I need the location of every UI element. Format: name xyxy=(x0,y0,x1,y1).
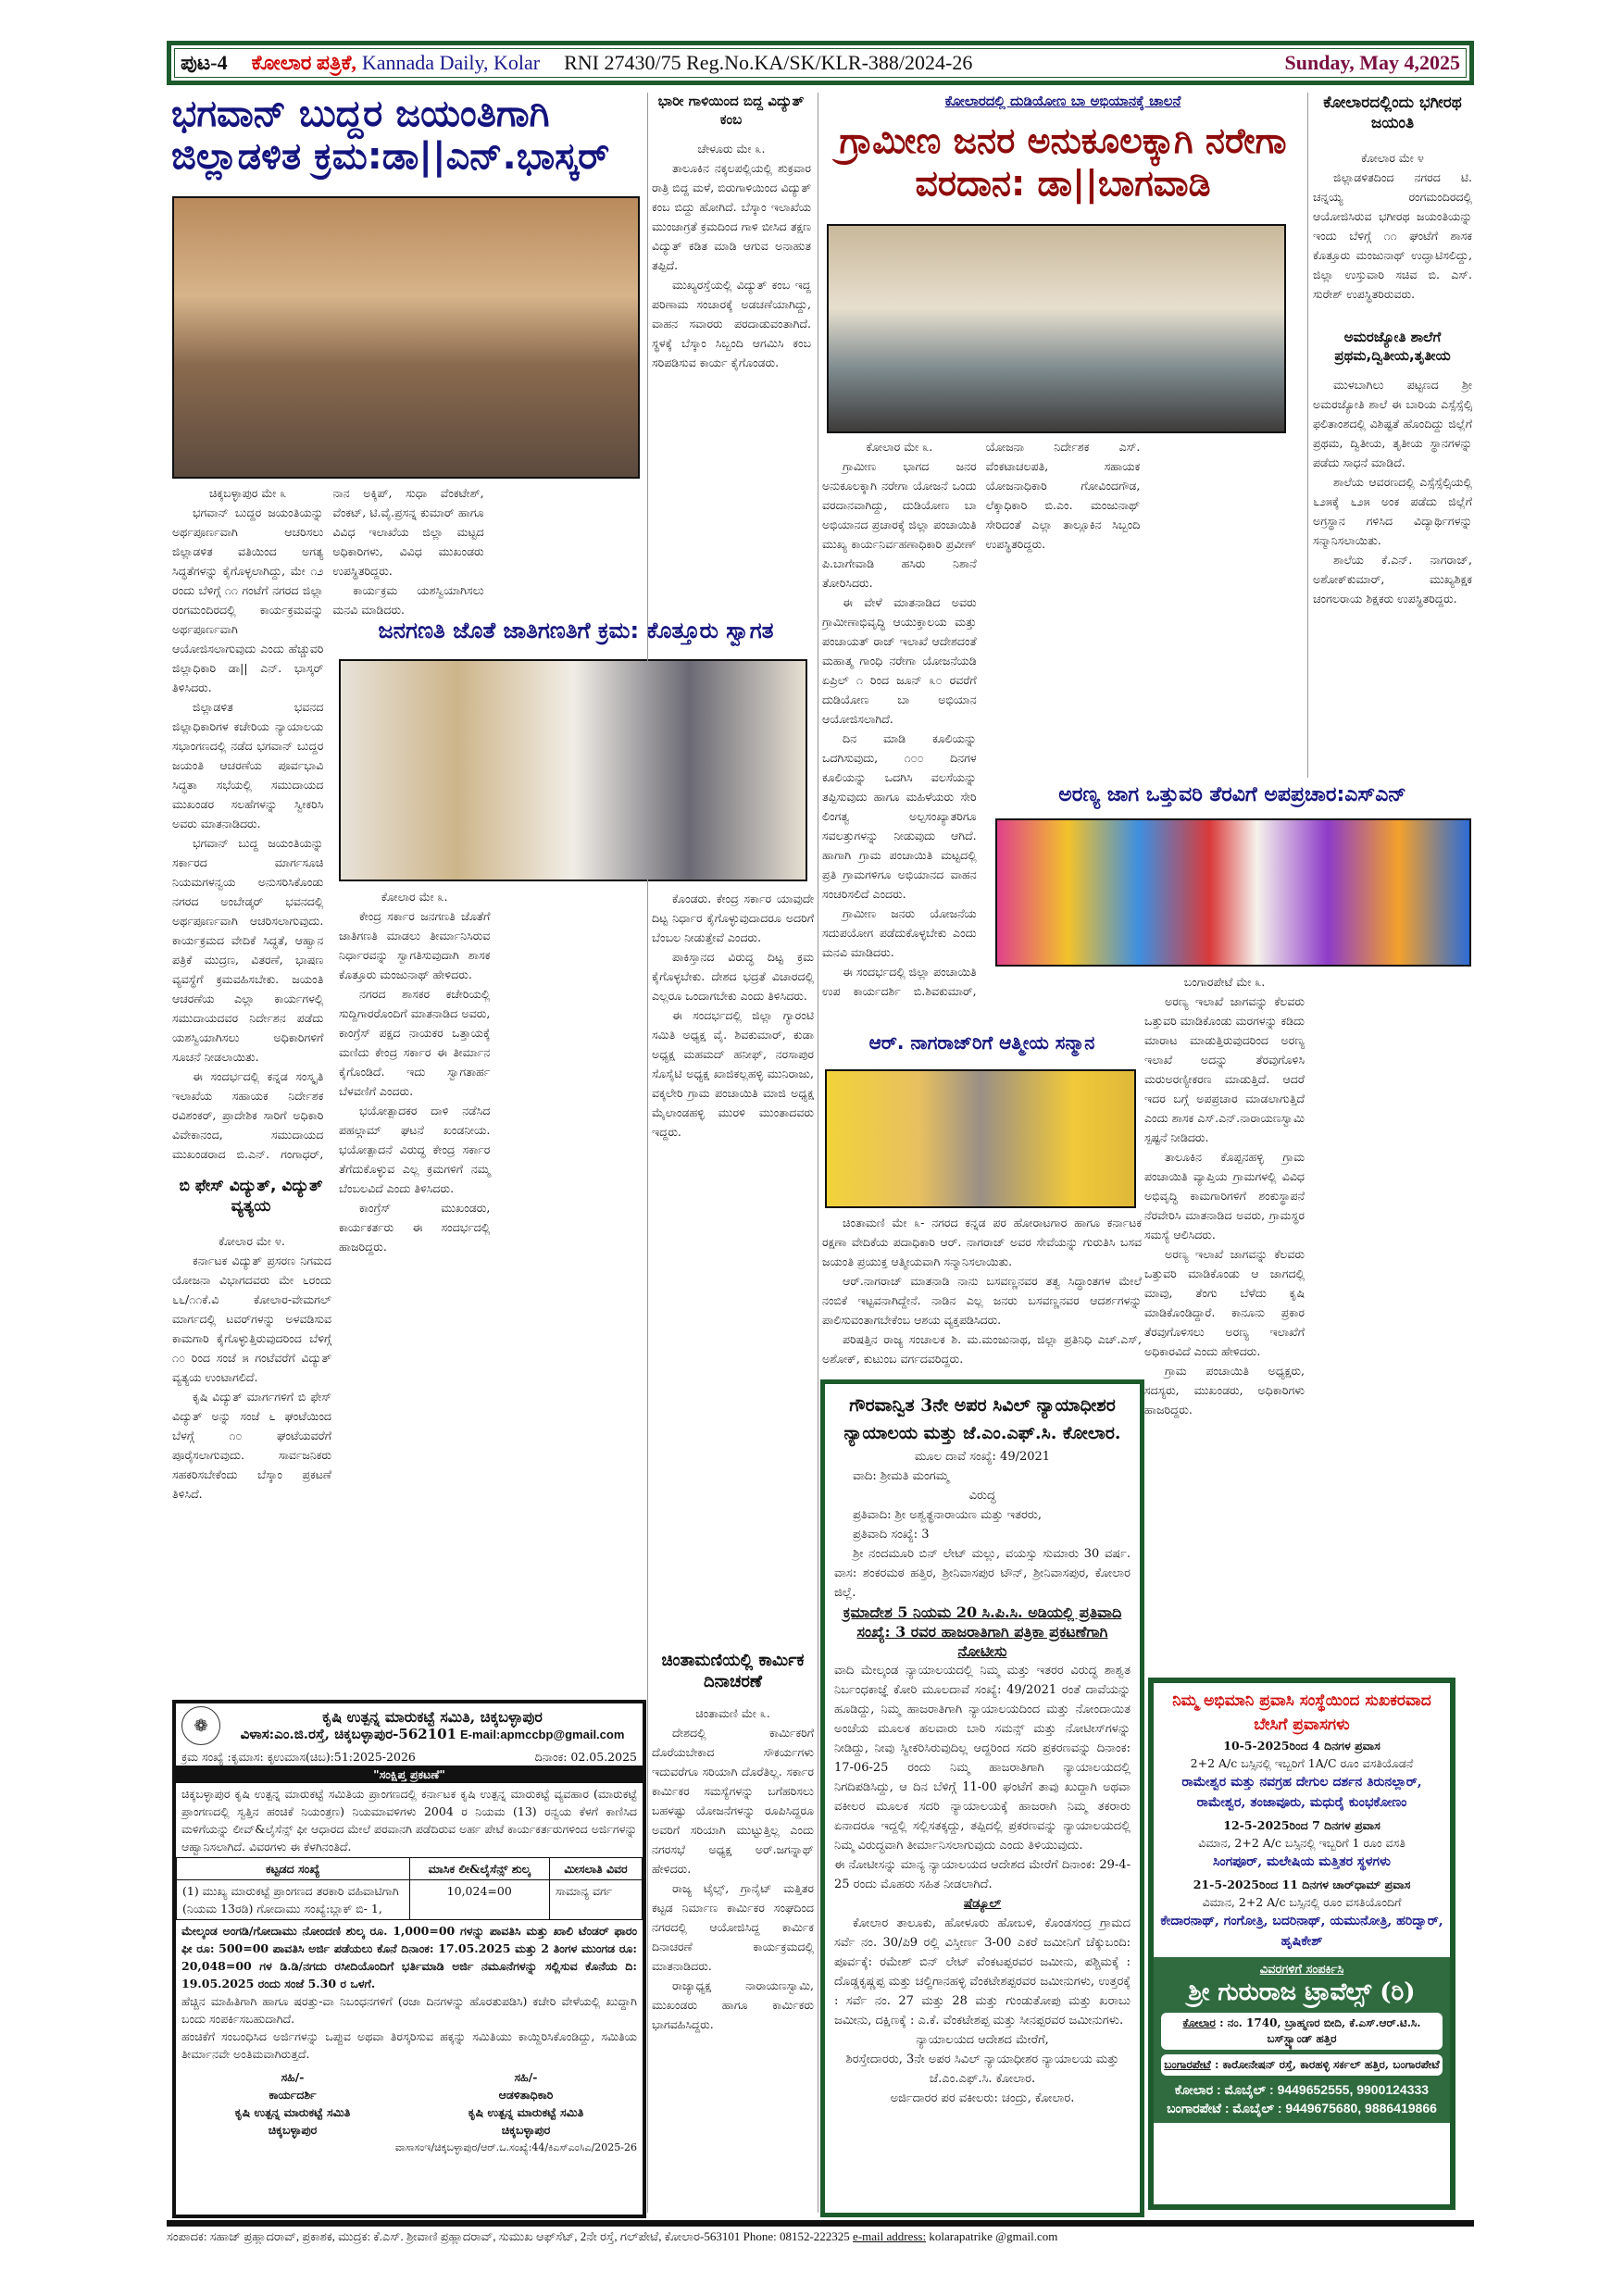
paragraph: ಈ ಸಂದರ್ಭದಲ್ಲಿ ಜಿಲ್ಲಾ ಪಂಚಾಯಿತಿ ಉಪ ಕಾರ್ಯದರ್ಶಿ ಬಿ.ಶಿವಕುಮಾರ್, ಯೋಜನಾ ನಿರ್ದೇಶಕ ಎಸ್. ವೆಂಕಟಾಚಲಪತಿ, ಸಹಾಯಕ ಯೋಜನಾಧಿಕಾರಿ ಗೋವಿಂದಗೌಡ, ಲೆಕ್ಕಾಧಿಕಾರಿ ಬಿ.ಎಂ. ಮಂಜುನಾಥ್ ಸೇರಿದಂತೆ ಎಲ್ಲಾ ತಾಲ್ಲೂಕಿನ ಸಿಬ್ಬಂದಿ ಉಪಸ್ಥಿತರಿದ್ದರು. xyxy=(822,440,1141,998)
dateline: ಕೋಲಾರ ಮೇ ೪. xyxy=(219,1234,285,1248)
paragraph: ಶಾಲೆಯ ಕೆ.ಎನ್. ನಾಗರಾಜ್, ಅಶೋಕ್‌ಕುಮಾರ್, ಮುಖ್ಯಶಿಕ್ಷಕ ಚಂಗಲರಾಯ ಶಿಕ್ಷಕರು ಉಪಸ್ಥಿತರಿದ್ದರು. xyxy=(1313,553,1472,605)
column-divider xyxy=(647,93,648,2213)
tour-detail: ವಿಮಾನ, 2+2 A/c ಬಸ್ಸಿನಲ್ಲಿ ರೂಂ ವಸತಿಯೊಂದಿಗೆ xyxy=(1202,1895,1402,1909)
sig-title: ಆಡಳಿತಾಧಿಕಾರಿ xyxy=(498,2088,554,2102)
address-bangarpet xyxy=(1161,2054,1443,2076)
paragraph: ಈ ಸಂದರ್ಭದಲ್ಲಿ ಕನ್ನಡ ಸಂಸ್ಕೃತಿ ಇಲಾಖೆಯ ಸಹಾಯಕ ನಿರ್ದೇಶಕ ರವಿಶಂಕರ್, ಪ್ರಾದೇಶಿಕ ಸಾರಿಗೆ ಅಧಿಕಾರಿ ವಿವೇಕಾನಂದ, ಸಮುದಾಯದ ಮುಖಂಡರಾದ ಬಿ.ಎನ್. ಗಂಗಾಧರ್, ನಾನ ಅಕ್ಕಿಪ್, ಸುಧಾ ವೆಂಕಟೇಶ್, ವೆಂಕಟ್, ಟಿ.ವೈ.ಪ್ರಸನ್ನ ಕುಮಾರ್ ಹಾಗೂ ವಿವಿಧ ಇಲಾಖೆಯ ಜಿಲ್ಲಾ ಮಟ್ಟದ ಅಧಿಕಾರಿಗಳು, ವಿವಿಧ ಮುಖಂಡರು ಉಪಸ್ಥಿತರಿದ್ದರು. xyxy=(172,486,484,1161)
paragraph: ದೇಶದಲ್ಲಿ ಕಾರ್ಮಿಕರಿಗೆ ದೊರೆಯಬೇಕಾದ ಸೌಕರ್ಯಗಳು ಇದುವರೆಗೂ ಸರಿಯಾಗಿ ದೊರೆತಿಲ್ಲ. ಸರ್ಕಾರ ಕಾರ್ಮಿಕರ ಸಮಸ್ಯೆಗಳನ್ನು ಬಗೆಹರಿಸಲು ಬಹಳಷ್ಟು ಯೋಜನೆಗಳನ್ನು ರೂಪಿಸಿದ್ದರೂ ಅವರಿಗೆ ಸರಿಯಾಗಿ ಮುಟ್ಟುತ್ತಿಲ್ಲ ಎಂದು ನಗರಸಭೆ ಅಧ್ಯಕ್ಷ ಅರ್.ಜಗನ್ನಾಥ್ ಹೇಳಿದರು. xyxy=(652,1726,814,1876)
forest-event-photo xyxy=(995,818,1471,967)
monthly-fee: 10,024=00 xyxy=(409,1880,549,1920)
apmc-terms xyxy=(176,1920,643,2065)
defendant-number: ಪ್ರತಿವಾದಿ ಸಂಖ್ಯೆ: 3 xyxy=(853,1528,930,1541)
paragraph: ಪರಿಷತ್ತಿನ ರಾಜ್ಯ ಸಂಚಾಲಕ ಶಿ. ಮ.ಮಂಜುನಾಥ, ಜಿಲ್ಲಾ ಪ್ರತಿನಿಧಿ ಎಚ್.ಎಸ್, ಅಶೋಕ್, ಕುಟುಂಬ ವರ್ಗದವರಿದ್ದರು. xyxy=(822,1332,1142,1366)
signature-secretary xyxy=(235,2068,351,2139)
by-order: ನ್ಯಾಯಾಲಯದ ಆದೇಶದ ಮೇರೆಗೆ, xyxy=(916,2033,1049,2047)
apmc-email: E-mail:apmccbp@gmail.com xyxy=(460,1728,625,1741)
nrega-campaign-photo xyxy=(827,224,1286,433)
paragraph: ಭಗವಾನ್ ಬುದ್ದ ಜಯಂತಿಯನ್ನು ಸರ್ಕಾರದ ಮಾರ್ಗಸೂಚಿ ನಿಯಮಗಳನ್ವಯ ಅನುಸರಿಸಿಕೊಂಡು ನಗರದ ಅಂಬೇಡ್ಕರ್ ಭವನದಲ್ಲಿ ಅರ್ಥಪೂರ್ಣವಾಗಿ ಆಚರಿಸಲಾಗುವುದು. ಕಾರ್ಯಕ್ರಮದ ವೇದಿಕೆ ಸಿದ್ಧತೆ, ಆಹ್ವಾನ ಪತ್ರಿಕೆ ಮುದ್ರಣ, ವಿತರಣೆ, ಭಾಷಣ ವ್ಯವಸ್ಥೆಗೆ ಕ್ರಮವಹಿಸಬೇಕು. ಜಯಂತಿ ಆಚರಣೆಯ ಎಲ್ಲಾ ಕಾರ್ಯಗಳಲ್ಲಿ ಸಮುದಾಯದವರ ನಿರ್ದೇಶನ ಪಡೆದು ಯಶಸ್ವಿಯಾಗಿಸಲು ಅಧಿಕಾರಿಗಳಿಗೆ ಸೂಚನೆ ನೀಡಲಾಯಿತು. xyxy=(172,836,324,1064)
travel-heading: ನಿಮ್ಮ ಅಭಿಮಾನಿ ಪ್ರವಾಸಿ ಸಂಸ್ಥೆಯಿಂದ ಸುಖಕರವಾದ ಬೇಸಿಗೆ ಪ್ರವಾಸಗಳು xyxy=(1172,1691,1431,1734)
addr-text: : ಕಾರೋನೇಷನ್ ರಸ್ತೆ, ಕಾರಹಳ್ಳಿ ಸರ್ಕಲ್ ಹತ್ತಿರ, ಬಂಗಾರಪೇಟೆ xyxy=(1214,2058,1440,2071)
paragraph: ರಾಜ್ಯಾಧ್ಯಕ್ಷ ನಾರಾಯಣಸ್ವಾಮಿ, ಮುಖಂಡರು ಹಾಗೂ ಕಾರ್ಮಿಕರು ಭಾಗವಹಿಸಿದ್ದರು. xyxy=(652,1978,814,2031)
apmc-term: ಹೆಚ್ಚಿನ ಮಾಹಿತಿಗಾಗಿ ಹಾಗೂ ಷರತ್ತು-ವಾ ನಿಬಂಧನಗಳಿಗೆ (ರಜಾ ದಿನಗಳನ್ನು ಹೊರತುಪಡಿಸಿ) ಕಚೇರಿ ವೇಳೆಯಲ್ಲಿ ಖುದ್ದಾಗಿ ಬಂದು ಸಂಪರ್ಕಿಸಬಹುದಾಗಿದೆ. xyxy=(181,1994,637,2026)
apmc-date: ದಿನಾಂಕ: 02.05.2025 xyxy=(534,1750,637,1764)
paragraph: ಭಗವಾನ್ ಬುದ್ದರ ಜಯಂತಿಯನ್ನು ಅರ್ಥಪೂರ್ಣವಾಗಿ ಆಚರಿಸಲು ಜಿಲ್ಲಾಡಳಿತ ವತಿಯಿಂದ ಅಗತ್ಯ ಸಿದ್ಧತೆಗಳನ್ನು ಕೈಗೊಳ್ಳಲಾಗಿದ್ದು, ಮೇ ೧೨ ರಂದು ಬೆಳಿಗ್ಗೆ ೧೧ ಗಂಟೆಗೆ ನಗರದ ಜಿಲ್ಲಾ ರಂಗಮಂದಿರದಲ್ಲಿ ಕಾರ್ಯಕ್ರಮವನ್ನು ಅರ್ಥಪೂರ್ಣವಾಗಿ ಆಯೋಜಿಸಲಾಗುವುದು ಎಂದು ಹೆಚ್ಚುವರಿ ಜಿಲ್ಲಾಧಿಕಾರಿ ಡಾ|| ಎನ್. ಭಾಸ್ಕರ್ ತಿಳಿಸಿದರು. xyxy=(172,505,324,694)
tour-date: 21-5-2025ರಿಂದ 11 ದಿನಗಳ ಚಾರ್‌ಧಾಮ್ ಪ್ರವಾಸ xyxy=(1193,1878,1411,1891)
column-divider xyxy=(1307,93,1308,778)
nagaraj-felicitation-photo xyxy=(825,1069,1136,1208)
sig-org: ಕೃಷಿ ಉತ್ಪನ್ನ ಮಾರುಕಟ್ಟೆ ಸಮಿತಿ xyxy=(468,2105,584,2119)
building-number: (1) ಮುಖ್ಯ ಮಾರುಕಟ್ಟೆ ಪ್ರಾಂಗಣದ ತರಕಾರಿ ವಹಿವಾಟಿಗಾಗಿ (ನಿಯಮ 13ರಡಿ) ಗೋದಾಮು ಸಂಖ್ಯೆ:ಬ್ಲಾಕ್ ಬಿ- 1, xyxy=(177,1880,410,1920)
tour-date: 12-5-2025ರಿಂದ 7 ದಿನಗಳ ಪ್ರವಾಸ xyxy=(1223,1818,1380,1832)
dateline: ಚೇಳೂರು ಮೇ ೩. xyxy=(697,142,766,156)
apmc-org-name: ಕೃಷಿ ಉತ್ಪನ್ನ ಮಾರುಕಟ್ಟೆ ಸಮಿತಿ, ಚಿಕ್ಕಬಳ್ಳಾಪುರ xyxy=(322,1708,543,1726)
paragraph: ಜಿಲ್ಲಾಡಳಿತ ಭವನದ ಜಿಲ್ಲಾಧಿಕಾರಿಗಳ ಕಚೇರಿಯ ನ್ಯಾಯಾಲಯ ಸಭಾಂಗಣದಲ್ಲಿ ನಡೆದ ಭಗವಾನ್ ಬುದ್ದರ ಜಯಂತಿ ಆಚರಣೆಯ ಪೂರ್ವಭಾವಿ ಸಿದ್ಧತಾ ಸಭೆಯಲ್ಲಿ ಸಮುದಾಯದ ಮುಖಂಡರ ಸಲಹೆಗಳನ್ನು ಸ್ವೀಕರಿಸಿ ಅವರು ಮಾತನಾಡಿದರು. xyxy=(172,700,324,830)
dateline: ಚಿಂತಾಮಣಿ ಮೇ ೩. xyxy=(695,1706,770,1720)
buddha-meeting-photo xyxy=(172,196,640,479)
col-header: ಮಾಸಿಕ ಲೀ&ಲೈಸೆನ್ಸ್ ಶುಲ್ಕ xyxy=(409,1858,549,1880)
apmc-table-header xyxy=(177,1858,643,1880)
table-row xyxy=(177,1880,643,1920)
paragraph: ಚಿಂತಾಮಣಿ ಮೇ ೩- ನಗರದ ಕನ್ನಡ ಪರ ಹೋರಾಟಗಾರ ಹಾಗೂ ಕರ್ನಾಟಕ ರಕ್ಷಣಾ ವೇದಿಕೆಯ ಪದಾಧಿಕಾರಿ ಆರ್. ನಾಗರಾಜ್ ಅವರ ಸೇವೆಯನ್ನು ಗುರುತಿಸಿ ಬಸವ ಜಯಂತಿ ಪ್ರಯುಕ್ತ ಆತ್ಮೀಯವಾಗಿ ಸನ್ಮಾನಿಸಲಾಯಿತು. xyxy=(822,1216,1142,1268)
wind-body xyxy=(652,139,811,611)
census-continued-body xyxy=(652,889,814,1629)
sig-org: ಕೃಷಿ ಉತ್ಪನ್ನ ಮಾರುಕಟ್ಟೆ ಸಮಿತಿ xyxy=(234,2105,351,2119)
paragraph: ಶಾಲೆಯ ಆವರಣದಲ್ಲಿ ಎಸ್ಸೆಸ್ಸೆಲ್ಸಿಯಲ್ಲಿ ೬೨೫ಕ್ಕೆ ೬೨೫ ಅಂಕ ಪಡೆದು ಜಿಲ್ಲೆಗೆ ಅಗ್ರಸ್ಥಾನ ಗಳಿಸಿದ ವಿದ್ಯಾರ್ಥಿಗಳನ್ನು ಸನ್ಮಾನಿಸಲಾಯಿತು. xyxy=(1313,475,1472,547)
tour-date: 10-5-2025ರಿಂದ 4 ದಿನಗಳ ಪ್ರವಾಸ xyxy=(1223,1739,1380,1753)
tour-places: ಕೇದಾರನಾಥ್, ಗಂಗೋತ್ರಿ, ಬದರಿನಾಥ್, ಯಮುನೋತ್ರಿ, ಹರಿದ್ವಾರ್, ಹೃಷಿಕೇಶ್ xyxy=(1160,1914,1443,1949)
wind-headline: ಭಾರೀ ಗಾಳಿಯಿಂದ ಬಿದ್ದ ವಿದ್ಯುತ್ ಕಂಬ xyxy=(657,93,805,128)
address-kolar xyxy=(1161,2013,1443,2050)
paragraph: ದಿನ ಮಾಡಿ ಕೂಲಿಯನ್ನು ಒದಗಿಸುವುದು, ೧೦೦ ದಿನಗಳ ಕೂಲಿಯನ್ನು ಒದಗಿಸಿ ವಲಸೆಯನ್ನು ತಪ್ಪಿಸುವುದು ಹಾಗೂ ಮಹಿಳೆಯರು ಸೇರಿ ಲಿಂಗತ್ವ ಅಲ್ಪಸಂಖ್ಯಾತರಿಗೂ ಸವಲತ್ತುಗಳನ್ನು ನೀಡುವುದು ಆಗಿದೆ. ಹಾಗಾಗಿ ಗ್ರಾಮ ಪಂಚಾಯಿತಿ ಮಟ್ಟದಲ್ಲಿ ಪ್ರತಿ ಗ್ರಾಮಗಳಿಗೂ ಅಭಿಯಾನದ ವಾಹನ ಸಂಚರಿಸಲಿದೆ ಎಂದರು. xyxy=(822,731,977,901)
issue-date: Sunday, May 4,2025 xyxy=(1284,51,1460,74)
order-heading: ಕ್ರಮಾದೇಶ 5 ನಿಯಮ 20 ಸಿ.ಪಿ.ಸಿ. ಅಡಿಯಲ್ಲಿ ಪ್ರತಿವಾದಿ ಸಂಖ್ಯೆ: 3 ರವರ ಹಾಜರಾತಿಗಾಗಿ ಪತ್ರಿಕಾ ಪ್ರಕಟಣೆಗಾಗಿ ನೋಟೀಸು xyxy=(843,1603,1122,1660)
court-notice-body xyxy=(834,1661,1131,1894)
schedule-heading: ಷೆಡ್ಯೂಲ್ xyxy=(963,1897,1002,1911)
paragraph: ವಾದಿ ಮೇಲ್ಕಂಡ ನ್ಯಾಯಾಲಯದಲ್ಲಿ ನಿಮ್ಮ ಮತ್ತು ಇತರರ ವಿರುದ್ಧ ಶಾಶ್ವತ ನಿರ್ಬಂಧಕಾಜ್ಞೆ ಕೋರಿ ಮೂಲದಾವೆ ಸಂಖ್ಯೆ: 49/2021 ರಂತೆ ದಾವೆಯನ್ನು ಹೂಡಿದ್ದು, ನಿಮ್ಮ ಹಾಜರಾತಿಗಾಗಿ ನ್ಯಾಯಾಲಯದಿಂದ ಮತ್ತು ನೋಂದಾಯಿತ ಅಂಚೆಯ ಮೂಲಕ ಹಲವಾರು ಬಾರಿ ಸಮನ್ಸ್ ಮತ್ತು ನೋಟೀಸ್‌ಗಳನ್ನು ನೀಡಿದ್ದು, ನೀವು ಸ್ವೀಕರಿಸಿರುವುದಿಲ್ಲ ಆದ್ದರಿಂದ ಸದರಿ ಪ್ರಕರಣವನ್ನು ದಿನಾಂಕ: 17-06-25 ರಂದು ನಿಮ್ಮ ಹಾಜರಾತಿಗಾಗಿ ನ್ಯಾಯಾಲಯದಲ್ಲಿ ನಿಗದಿಪಡಿಸಿದ್ದು, ಆ ದಿನ ಬೆಳಿಗ್ಗೆ 11-00 ಘಂಟೆಗೆ ತಾವು ಖುದ್ದಾಗಿ ಅಥವಾ ವಕೀಲರ ಮೂಲಕ ಸದರಿ ನ್ಯಾಯಾಲಯಕ್ಕೆ ಹಾಜರಾಗಿ ನಿಮ್ಮ ತಕರಾರು ಏನಾದರೂ ಇದ್ದಲ್ಲಿ ಸಲ್ಲಿಸತಕ್ಕದ್ದು, ತಪ್ಪಿದಲ್ಲಿ ಪ್ರಕರಣವನ್ನು ನ್ಯಾಯಾಲಯದಲ್ಲಿ ನಿಮ್ಮ ವಿರುದ್ಧವಾಗಿ ತೀರ್ಮಾನಿಸಲಾಗುವುದು ಎಂದು ತಿಳಿಯುವುದು. xyxy=(834,1664,1131,1853)
paragraph: ಗ್ರಾಮ ಪಂಚಾಯಿತಿ ಅಧ್ಯಕ್ಷರು, ಸದಸ್ಯರು, ಮುಖಂಡರು, ಅಧಿಕಾರಿಗಳು ಹಾಜರಿದ್ದರು. xyxy=(1144,1364,1305,1416)
buddha-headline: ಭಗವಾನ್ ಬುದ್ದರ ಜಯಂತಿಗಾಗಿ ಜಿಲ್ಲಾಡಳಿತ ಕ್ರಮ:ಡಾ||ಎನ್.ಭಾಸ್ಕರ್ xyxy=(171,93,610,178)
court-notice xyxy=(820,1379,1144,2217)
schedule-text: ಕೋಲಾರ ತಾಲೂಕು, ಹೋಳೂರು ಹೋಬಳಿ, ಕೊಂಡಸಂದ್ರ ಗ್ರಾಮದ ಸರ್ವೆ ನಂ. 30/ಪಿ9 ರಲ್ಲಿ ವಿಸ್ತೀರ್ಣ 3-00 ಎಕರೆ ಜಮೀನಿಗೆ ಚೆಕ್ಕುಬಂದಿ: ಪೂರ್ವಕ್ಕೆ: ರಮೇಶ್ ಬಿನ್ ಲೇಟ್ ವೆಂಕಟಪ್ಪರವರ ಜಮೀನು, ಪಶ್ಚಿಮಕ್ಕೆ : ದೊಡ್ಡಕೃಷ್ಣಪ್ಪ ಮತ್ತು ಚಲ್ದಿಗಾನಹಳ್ಳಿ ವೆಂಕಟೇಶಪ್ಪರವರ ಜಮೀನುಗಳು, ಉತ್ತರಕ್ಕೆ : ಸರ್ವೆ ನಂ. 27 ಮತ್ತು 28 ಮತ್ತು ಗುಂಡುತೋಪು ಮತ್ತು ಖರಾಬು ಜಮೀನು, ದಕ್ಷಿಣಕ್ಕೆ : ಎ.ಕೆ. ವೆಂಕಟೇಶಪ್ಪ ಮತ್ತು ಸೀನಪ್ಪರವರ ಜಮೀನುಗಳು. xyxy=(834,1916,1131,2028)
tour-places: ರಾಮೇಶ್ವರ ಮತ್ತು ನವಗ್ರಹ ದೇಗುಲ ದರ್ಶನ ತಿರುನಲ್ಲಾರ್, ರಾಮೇಶ್ವರ, ತಂಜಾವೂರು, ಮಧುರೈ ಕುಂಭಕೋಣಂ xyxy=(1181,1775,1422,1810)
paragraph: ಕೊಂಡರು. ಕೇಂದ್ರ ಸರ್ಕಾರ ಯಾವುದೇ ದಿಟ್ಟ ನಿರ್ಧಾರ ಕೈಗೊಳ್ಳುವುದಾದರೂ ಅದರಿಗೆ ಬೆಂಬಲ ನೀಡುತ್ತೇವೆ ಎಂದರು. xyxy=(652,892,814,944)
paragraph: ಕಾಂಗ್ರೆಸ್ ಮುಖಂಡರು, ಕಾರ್ಯಕರ್ತರು ಈ ಸಂದರ್ಭದಲ್ಲಿ ಹಾಜರಿದ್ದರು. xyxy=(339,1201,491,1254)
apmc-term: ಹಂಚಿಕೆಗೆ ಸಂಬಂಧಿಸಿದ ಅರ್ಜಿಗಳನ್ನು ಒಪ್ಪುವ ಅಥವಾ ತಿರಸ್ಕರಿಸುವ ಹಕ್ಕನ್ನು ಸಮಿತಿಯು ಕಾಯ್ದಿರಿಸಿಕೊಂಡಿದ್ದು, ಸಮಿತಿಯ ತೀರ್ಮಾನವೇ ಅಂತಿಮವಾಗಿರುತ್ತದೆ. xyxy=(181,2029,637,2061)
page-number: ಪುಟ-4 xyxy=(181,51,228,74)
registration-number: RNI 27430/75 Reg.No.KA/SK/KLR-388/2024-26 xyxy=(564,51,973,74)
dateline: ಕೋಲಾರ ಮೇ ೩. xyxy=(866,440,933,454)
apmc-notice-title: "ಸಂಕ್ಷಿಪ್ತ ಪ್ರಕಟಣೆ" xyxy=(176,1766,643,1783)
bhagiratha-headline: ಕೋಲಾರದಲ್ಲಿಂದು ಭಗೀರಥ ಜಯಂತಿ xyxy=(1323,94,1462,133)
phone-kolar: ಕೋಲಾರ : ಮೊಬೈಲ್ : 9449652555, 9900124333 xyxy=(1174,2082,1430,2097)
paragraph: ನಗರದ ಶಾಸಕರ ಕಚೇರಿಯಲ್ಲಿ ಸುದ್ದಿಗಾರರೊಂದಿಗೆ ಮಾತನಾಡಿದ ಅವರು, ಕಾಂಗ್ರೆಸ್ ಪಕ್ಷದ ನಾಯಕರ ಒತ್ತಾಯಕ್ಕೆ ಮಣಿದು ಕೇಂದ್ರ ಸರ್ಕಾರ ಈ ತೀರ್ಮಾನ ಕೈಗೊಂಡಿದೆ. ಇದು ಸ್ವಾಗತಾರ್ಹ ಬೆಳವಣಿಗೆ ಎಂದರು. xyxy=(339,987,491,1098)
paragraph: ರಾಜ್ಯ ಟೈಲ್ಸ್, ಗ್ರಾನೈಟ್ ಮತ್ತಿತರ ಕಟ್ಟಡ ನಿರ್ಮಾಣ ಕಾರ್ಮಿಕರ ಸಂಘದಿಂದ ನಗರದಲ್ಲಿ ಆಯೋಜಿಸಿದ್ದ ಕಾರ್ಮಿಕ ದಿನಾಚರಣೆ ಕಾರ್ಯಕ್ರಮದಲ್ಲಿ ಮಾತನಾಡಿದರು. xyxy=(652,1881,814,1973)
paragraph: ಗ್ರಾಮೀಣ ಜನರು ಯೋಜನೆಯ ಸದುಪಯೋಗ ಪಡೆದುಕೊಳ್ಳಬೇಕು ಎಂದು ಮನವಿ ಮಾಡಿದರು. xyxy=(822,906,977,959)
travel-contact xyxy=(1154,1957,1450,2123)
school-subheadline: ಅಮರಜ್ಯೋತಿ ಶಾಲೆಗೆ ಪ್ರಥಮ,ದ್ವಿತೀಯ,ತೃತೀಯ xyxy=(1334,329,1451,364)
paragraph: ತಾಲೂಕಿನ ಕೊಪ್ಪನಹಳ್ಳಿ ಗ್ರಾಮ ಪಂಚಾಯಿತಿ ವ್ಯಾಪ್ತಿಯ ಗ್ರಾಮಗಳಲ್ಲಿ ವಿವಿಧ ಅಭಿವೃದ್ಧಿ ಕಾಮಗಾರಿಗಳಿಗೆ ಶಂಕುಸ್ಥಾಪನೆ ನೆರವೇರಿಸಿ ಮಾತನಾಡಿದ ಅವರು, ಗ್ರಾಮಸ್ಥರ ಸಮಸ್ಯೆ ಆಲಿಸಿದರು. xyxy=(1144,1150,1305,1242)
court-notice-title: ಗೌರವಾನ್ವಿತ 3ನೇ ಅಪರ ಸಿವಿಲ್ ನ್ಯಾಯಾಧೀಶರ ನ್ಯಾಯಾಲಯ ಮತ್ತು ಜೆ.ಎಂ.ಎಫ್.ಸಿ. ಕೋಲಾರ. xyxy=(843,1395,1121,1443)
newspaper-tagline: Kannada Daily, Kolar xyxy=(361,51,541,74)
paragraph: ಮುಳಬಾಗಿಲು ಪಟ್ಟಣದ ಶ್ರೀ ಅಮರಜ್ಯೋತಿ ಶಾಲೆ ಈ ಬಾರಿಯ ಎಸ್ಸೆಸ್ಸೆಲ್ಸಿ ಫಲಿತಾಂಶದಲ್ಲಿ ವಿಶಿಷ್ಟತೆ ಹೊಂದಿದ್ದು ಜಿಲ್ಲೆಗೆ ಪ್ರಥಮ, ದ್ವಿತೀಯ, ತೃತೀಯ ಸ್ಥಾನಗಳನ್ನು ಪಡೆದು ಸಾಧನೆ ಮಾಡಿದೆ. xyxy=(1313,378,1472,469)
imprint-text: ಸಂಪಾದಕ: ಸಹಾಜ್ ಪ್ರಹ್ಲಾದರಾವ್, ಪ್ರಕಾಶಕ, ಮುದ್ರಕ: ಕೆ.ಎಸ್. ಶ್ರೀವಾಣಿ ಪ್ರಹ್ಲಾದರಾವ್, ಸುಮುಖ ಆಫ್‌ಸೆಟ್, 2ನೇ ರಸ್ತೆ, ಗಲ್‌ಪೇಟೆ, ಕೋಲಾರ-563101 xyxy=(167,2229,741,2243)
addr-label: ಬಂಗಾರಪೇಟೆ xyxy=(1164,2058,1211,2071)
paragraph: ಈ ವೇಳೆ ಮಾತನಾಡಿದ ಅವರು ಗ್ರಾಮೀಣಾಭಿವೃದ್ಧಿ ಆಯುಕ್ತಾಲಯ ಮತ್ತು ಪಂಚಾಯತ್ ರಾಜ್ ಇಲಾಖೆ ಆದೇಶದಂತೆ ಮಹಾತ್ಮ ಗಾಂಧಿ ನರೇಗಾ ಯೋಜನೆಯಡಿ ಏಪ್ರಿಲ್ ೧ ರಿಂದ ಜೂನ್ ೩೦ ರವರೆಗೆ ದುಡಿಯೋಣ ಬಾ ಅಭಿಯಾನ ಆಯೋಜಿಸಲಾಗಿದೆ. xyxy=(822,595,977,726)
nagaraj-body xyxy=(822,1213,1142,1375)
paragraph: ಮುಖ್ಯರಸ್ತೆಯಲ್ಲಿ ವಿದ್ಯುತ್ ಕಂಬ ಇದ್ದ ಪರಿಣಾಮ ಸಂಚಾರಕ್ಕೆ ಅಡಚಣೆಯಾಗಿದ್ದು, ವಾಹನ ಸವಾರರು ಪರದಾಡುವಂತಾಗಿದೆ. ಸ್ಥಳಕ್ಕೆ ಬೆಸ್ಕಾಂ ಸಿಬ್ಬಂದಿ ಆಗಮಿಸಿ ಕಂಬ ಸರಿಪಡಿಸುವ ಕಾರ್ಯ ಕೈಗೊಂಡರು. xyxy=(652,278,811,369)
paragraph: ಭಯೋತ್ಪಾದಕರ ದಾಳಿ ನಡೆಸಿದ ಪಹಲ್ಗಾಮ್ ಘಟನೆ ಖಂಡನೀಯ. ಭಯೋತ್ಪಾದನೆ ವಿರುದ್ಧ ಕೇಂದ್ರ ಸರ್ಕಾರ ತೆಗೆದುಕೊಳ್ಳುವ ಎಲ್ಲ ಕ್ರಮಗಳಿಗೆ ನಮ್ಮ ಬೆಂಬಲವಿದೆ ಎಂದು ತಿಳಿಸಿದರು. xyxy=(339,1104,491,1195)
contact-label: ವಿವರಗಳಿಗೆ ಸಂಪರ್ಕಿಸಿ xyxy=(1259,1963,1344,1977)
masthead xyxy=(167,41,1474,85)
tour-1 xyxy=(1159,1737,1444,1813)
school-body xyxy=(1313,375,1472,778)
dateline: ಚಿಕ್ಕಬಳ್ಳಾಪುರ ಮೇ ೩ xyxy=(208,486,287,500)
tour-detail: ವಿಮಾನ, 2+2 A/c ಬಸ್ಸಿನಲ್ಲಿ ಇಬ್ಬರಿಗೆ 1 ರೂಂ ವಸತಿ xyxy=(1198,1836,1405,1850)
census-headline: ಜನಗಣತಿ ಜೊತೆ ಜಾತಿಗಣತಿಗೆ ಕ್ರಮ: ಕೊತ್ತೂರು ಸ್ವಾಗತ xyxy=(378,618,774,643)
addr-label: ಕೋಲಾರ xyxy=(1182,2016,1216,2029)
defendant: ಪ್ರತಿವಾದಿ: ಶ್ರೀ ಅಶ್ವತ್ಥನಾರಾಯಣ ಮತ್ತು ಇತರರು, xyxy=(853,1508,1042,1522)
paragraph: ಅರಣ್ಯ ಇಲಾಖೆ ಜಾಗವನ್ನು ಕೆಲವರು ಒತ್ತುವರಿ ಮಾಡಿಕೊಂಡು ಮರಗಳನ್ನು ಕಡಿದು ಮಾರಾಟ ಮಾಡುತ್ತಿರುವುದರಿಂದ ಅರಣ್ಯ ಇಲಾಖೆ ಅದನ್ನು ತೆರವುಗೊಳಿಸಿ ಮರುಅರಣ್ಯೀಕರಣ ಮಾಡುತ್ತಿದೆ. ಆದರೆ ಇದರ ಬಗ್ಗೆ ಅಪಪ್ರಚಾರ ಮಾಡಲಾಗುತ್ತಿದೆ ಎಂದು ಶಾಸಕ ಎಸ್.ಎನ್.ನಾರಾಯಣಸ್ವಾಮಿ ಸ್ಪಷ್ಟನೆ ನೀಡಿದರು. xyxy=(1144,994,1305,1144)
dateline: ಕೋಲಾರ ಮೇ ೪ xyxy=(1361,151,1424,165)
col-header: ಕಟ್ಟಡದ ಸಂಖ್ಯೆ xyxy=(177,1858,410,1880)
tour-3 xyxy=(1159,1876,1444,1952)
advocate: ಅರ್ಜಿದಾರರ ಪರ ವಕೀಲರು: ಚಂದ್ರು, ಕೋಲಾರ. xyxy=(890,2091,1075,2105)
footer-imprint xyxy=(167,2229,1474,2244)
sig-text: ಸಹಿ/- xyxy=(281,2070,305,2084)
versus: ವಿರುದ್ಧ xyxy=(968,1489,996,1503)
paragraph: ಗ್ರಾಮೀಣ ಭಾಗದ ಜನರ ಅನುಕೂಲಕ್ಕಾಗಿ ನರೇಗಾ ಯೋಜನೆ ಒಂದು ವರದಾನವಾಗಿದ್ದು, ದುಡಿಯೋಣ ಬಾ ಅಭಿಯಾನದ ಪ್ರಚಾರಕ್ಕೆ ಜಿಲ್ಲಾ ಪಂಚಾಯಿತಿ ಮುಖ್ಯ ಕಾರ್ಯನಿರ್ವಹಣಾಧಿಕಾರಿ ಪ್ರವೀಣ್ ಪಿ.ಬಾಗೇವಾಡಿ ಹಸಿರು ನಿಶಾನೆ ತೋರಿಸಿದರು. xyxy=(822,459,977,590)
nrega-headline: ಗ್ರಾಮೀಣ ಜನರ ಅನುಕೂಲಕ್ಕಾಗಿ ನರೇಗಾ ವರದಾನ: ಡಾ||ಬಾಗವಾಡಿ xyxy=(839,120,1287,204)
paragraph: ಕೇಂದ್ರ ಸರ್ಕಾರ ಜನಗಣತಿ ಜೊತೆಗೆ ಜಾತಿಗಣತಿ ಮಾಡಲು ತೀರ್ಮಾನಿಸಿರುವ ನಿರ್ಧಾರವನ್ನು ಸ್ವಾಗತಿಸುವುದಾಗಿ ಶಾಸಕ ಕೊತ್ತೂರು ಮಂಜುನಾಥ್ ಹೇಳಿದರು. xyxy=(339,909,491,981)
signatory: ಶಿರಸ್ತೇದಾರರು, 3ನೇ ಅಪರ ಸಿವಿಲ್ ನ್ಯಾಯಾಧೀಶರ ನ್ಯಾಯಾಲಯ ಮತ್ತು ಜೆ.ಎಂ.ಎಫ್.ಸಿ. ಕೋಲಾರ. xyxy=(845,2053,1119,2086)
bphase-body xyxy=(172,1231,331,1676)
labour-body xyxy=(652,1703,814,2217)
sig-place: ಚಿಕ್ಕಬಳ್ಳಾಪುರ xyxy=(268,2123,318,2137)
sig-place: ಚಿಕ್ಕಬಳ್ಳಾಪುರ xyxy=(501,2123,551,2137)
email-label: e-mail address: xyxy=(853,2229,927,2243)
phone-bangarpet: ಬಂಗಾರಪೇಟೆ : ಮೊಬೈಲ್ : 9449675680, 9886419866 xyxy=(1167,2101,1437,2115)
col-header: ಮೀಸಲಾತಿ ವಿವರ xyxy=(549,1858,642,1880)
addr-text: : ನಂ. 1740, ಬ್ರಾಹ್ಮಣರ ಬೀದಿ, ಕೆ.ಎಸ್.ಆರ್.ಟಿ.ಸಿ. ಬಸ್‌ಸ್ಟ್ಯಾಂಡ್ ಹತ್ತಿರ xyxy=(1219,2016,1421,2045)
tour-places: ಸಿಂಗಪೂರ್, ಮಲೇಷಿಯ ಮತ್ತಿತರ ಸ್ಥಳಗಳು xyxy=(1212,1854,1392,1869)
apmc-advertisement xyxy=(172,1700,646,2218)
paragraph: ಕೃಷಿ ವಿದ್ಯುತ್ ಮಾರ್ಗಗಳಿಗೆ ಬಿ ಫೇಸ್ ವಿದ್ಯುತ್ ಅನ್ನು ಸಂಜೆ ೬ ಘಂಟೆಯಿಂದ ಬೆಳಗ್ಗೆ ೧೦ ಘಂಟೆಯವರೆಗೆ ಪೂರೈಸಲಾಗುವುದು. ಸಾರ್ವಜನಿಕರು ಸಹಕರಿಸಬೇಕೆಂದು ಬೆಸ್ಕಾಂ ಪ್ರಕಟಣೆ ತಿಳಿಸಿದೆ. xyxy=(172,1390,331,1501)
dateline: ಬಂಗಾರಪೇಟೆ ಮೇ ೩. xyxy=(1183,975,1266,989)
apmc-footer-ref: ವಾಸಾಸಂಇ/ಚಿಕ್ಕಬಳ್ಳಾಪುರ/ಆರ್.ಒ.ಸಂಖ್ಯೆ:44/ಕಿಎಸ್‌ಎಂಸಿಎ/2025-26 xyxy=(394,2141,637,2153)
apmc-table xyxy=(176,1857,643,1920)
dateline: ಕೋಲಾರ ಮೇ ೩. xyxy=(381,890,448,904)
tour-detail: 2+2 A/c ಬಸ್ಸಿನಲ್ಲಿ ಇಬ್ಬರಿಗೆ 1A/C ರೂಂ ವಸತಿಯೊಡನೆ xyxy=(1190,1756,1414,1770)
reservation: ಸಾಮಾನ್ಯ ವರ್ಗ xyxy=(549,1880,642,1920)
paragraph: ಅರಣ್ಯ ಇಲಾಖೆ ಜಾಗವನ್ನು ಕೆಲವರು ಒತ್ತುವರಿ ಮಾಡಿಕೊಂಡು ಆ ಜಾಗದಲ್ಲಿ ಮಾವು, ತೆಂಗು ಬೆಳೆದು ಕೃಷಿ ಮಾಡಿಕೊಂಡಿದ್ದಾರೆ. ಕಾನೂನು ಪ್ರಕಾರ ತೆರವುಗೊಳಿಸಲು ಅರಣ್ಯ ಇಲಾಖೆಗೆ ಅಧಿಕಾರವಿದೆ ಎಂದು ಹೇಳಿದರು. xyxy=(1144,1247,1305,1358)
sig-text: ಸಹಿ/- xyxy=(514,2070,538,2084)
plaintiff: ವಾದಿ: ಶ್ರೀಮತಿ ಮಂಗಮ್ಮ xyxy=(853,1469,949,1483)
forest-headline: ಅರಣ್ಯ ಜಾಗ ಒತ್ತುವರಿ ತೆರವಿಗೆ ಅಪಪ್ರಚಾರ:ಎಸ್ಎನ್ xyxy=(1058,783,1406,806)
apmc-ref-number: ಕ್ರಮ ಸಂಖ್ಯೆ :ಕೃಮಾಸ: ಕೃಉಮಾಸ(ಚಿಬ):51:2025-2026 xyxy=(181,1750,416,1764)
case-number: ಮೂಲ ದಾವೆ ಸಂಖ್ಯೆ: 49/2021 xyxy=(914,1450,1051,1464)
forest-body xyxy=(1144,972,1474,1657)
paragraph: ಈ ನೋಟೀಸನ್ನು ಮಾನ್ಯ ನ್ಯಾಯಾಲಯದ ಆದೇಶದ ಮೇರೆಗೆ ದಿನಾಂಕ: 29-4-25 ರಂದು ಮೊಹರು ಸಹಿತ ನೀಡಲಾಗಿದೆ. xyxy=(834,1858,1131,1891)
census-press-photo xyxy=(339,659,807,881)
paragraph: ಕರ್ನಾಟಕ ವಿದ್ಯುತ್ ಪ್ರಸರಣ ನಿಗಮದ ಯೋಜನಾ ವಿಭಾಗದವರು ಮೇ ೬ರಂದು ೬೬/೧೧ಕೆ.ವಿ ಕೋಲಾರ-ವೇಮಗಲ್ ಮಾರ್ಗದಲ್ಲಿ ಟವರ್‌ಗಳನ್ನು ಅಳವಡಿಸುವ ಕಾಮಗಾರಿ ಕೈಗೊಳ್ಳುತ್ತಿರುವುದರಿಂದ ಬೆಳಿಗ್ಗೆ ೧೦ ರಿಂದ ಸಂಜೆ ೫ ಗಂಟೆವರೆಗೆ ವಿದ್ಯುತ್ ವ್ಯತ್ಯಯ ಉಂಟಾಗಲಿದೆ. xyxy=(172,1254,331,1384)
company-name: ಶ್ರೀ ಗುರುರಾಜ ಟ್ರಾವೆಲ್ಸ್ (ರಿ) xyxy=(1188,1978,1416,2006)
nrega-kicker: ಕೋಲಾರದಲ್ಲಿ ದುಡಿಯೋಣ ಬಾ ಅಭಿಯಾನಕ್ಕೆ ಚಾಲನೆ xyxy=(944,93,1181,109)
apmc-address: ವಿಳಾಸ:ಎಂ.ಜಿ.ರಸ್ತೆ, ಚಿಕ್ಕಬಳ್ಳಾಪುರ-562101 xyxy=(240,1726,457,1742)
paragraph: ಕಾರ್ಯಕ್ರಮ ಯಶಸ್ವಿಯಾಗಿಸಲು ಮನವಿ ಮಾಡಿದರು. xyxy=(332,583,484,617)
tour-2 xyxy=(1159,1816,1444,1872)
nagaraj-headline: ಆರ್. ನಾಗರಾಜ್‌ರಿಗೆ ಆತ್ಮೀಯ ಸನ್ಮಾನ xyxy=(868,1031,1095,1054)
paragraph: ಆರ್.ನಾಗರಾಜ್ ಮಾತನಾಡಿ ನಾನು ಬಸವಣ್ಣನವರ ತತ್ವ ಸಿದ್ಧಾಂತಗಳ ಮೇಲೆ ನಂಬಿಕೆ ಇಟ್ಟವನಾಗಿದ್ದೇನೆ. ನಾಡಿನ ಎಲ್ಲ ಜನರು ಬಸವಣ್ಣನವರ ಆದರ್ಶಗಳನ್ನು ಪಾಲಿಸುವಂತಾಗಬೇಕೆಂಬ ಆಶಯ ವ್ಯಕ್ತಪಡಿಸಿದರು. xyxy=(822,1274,1142,1327)
bhagiratha-body xyxy=(1313,148,1472,324)
addressee: ಶ್ರೀ ನಂದಮೂರಿ ಬಿನ್ ಲೇಟ್ ಮಲ್ಲು, ವಯಸ್ಸು ಸುಮಾರು 30 ವರ್ಷ. ವಾಸ: ಶಂಕರಮಠ ಹತ್ತಿರ, ಶ್ರೀನಿವಾಸಪುರ ಟೌನ್, ಶ್ರೀನಿವಾಸಪುರ, ಕೋಲಾರ ಜಿಲ್ಲೆ. xyxy=(834,1547,1131,1600)
paragraph: ಪಾಕಿಸ್ತಾನದ ವಿರುದ್ಧ ದಿಟ್ಟ ಕ್ರಮ ಕೈಗೊಳ್ಳಬೇಕು. ದೇಶದ ಭದ್ರತೆ ವಿಚಾರದಲ್ಲಿ ಎಲ್ಲರೂ ಒಂದಾಗಬೇಕು ಎಂದು ತಿಳಿಸಿದರು. xyxy=(652,950,814,1003)
newspaper-name: ಕೋಲಾರ ಪತ್ರಿಕೆ, xyxy=(251,51,356,74)
sig-title: ಕಾರ್ಯದರ್ಶಿ xyxy=(269,2088,317,2102)
phone: Phone: 08152-222325 xyxy=(743,2229,850,2243)
paragraph: ಜಿಲ್ಲಾಡಳಿತದಿಂದ ನಗರದ ಟಿ. ಚನ್ನಯ್ಯ ರಂಗಮಂದಿರದಲ್ಲಿ ಆಯೋಜಿಸಿರುವ ಭಗೀರಥ ಜಯಂತಿಯನ್ನು ಇಂದು ಬೆಳಿಗ್ಗೆ ೧೧ ಘಂಟೆಗೆ ಶಾಸಕ ಕೊತ್ತೂರು ಮಂಜುನಾಥ್ ಉದ್ಘಾಟಿಸಲಿದ್ದು, ಜಿಲ್ಲಾ ಉಸ್ತುವಾರಿ ಸಚಿವ ಬಿ. ಎಸ್. ಸುರೇಶ್ ಉಪಸ್ಥಿತರಿರುವರು. xyxy=(1313,170,1472,301)
travel-advertisement xyxy=(1148,1678,1455,2210)
email-link[interactable]: kolarapatrike @gmail.com xyxy=(929,2229,1058,2243)
labour-headline: ಚಿಂತಾಮಣಿಯಲ್ಲಿ ಕಾರ್ಮಿಕ ದಿನಾಚರಣೆ xyxy=(661,1651,805,1692)
signature-administrator xyxy=(468,2068,584,2139)
paragraph: ತಾಲೂಕಿನ ನಕ್ಕಲಪಲ್ಲಿಯಲ್ಲಿ ಶುಕ್ರವಾರ ರಾತ್ರಿ ಬಿದ್ದ ಮಳೆ, ಬಿರುಗಾಳಿಯಿಂದ ವಿದ್ಯುತ್ ಕಂಬ ಬಿದ್ದು ಹೋಗಿದೆ. ಬೆಸ್ಕಾಂ ಇಲಾಖೆಯ ಮುಂಜಾಗ್ರತೆ ಕ್ರಮದಿಂದ ಗಾಳಿ ಬೀಸಿದ ತಕ್ಷಣ ವಿದ್ಯುತ್ ಕಡಿತ ಮಾಡಿ ಆಗುವ ಅನಾಹುತ ತಪ್ಪಿದೆ. xyxy=(652,161,811,272)
paragraph: ಈ ಸಂದರ್ಭದಲ್ಲಿ ಜಿಲ್ಲಾ ಗ್ಯಾರಂಟಿ ಸಮಿತಿ ಅಧ್ಯಕ್ಷ ವೈ. ಶಿವಕುಮಾರ್, ಕುಡಾ ಅಧ್ಯಕ್ಷ ಮಹಮದ್ ಹನೀಫ್, ನರಸಾಪುರ ಸೊಸೈಟಿ ಅಧ್ಯಕ್ಷ ಖಾಜಿಕಲ್ಲಹಳ್ಳಿ ಮುನಿರಾಜು, ವಕ್ಕಲೇರಿ ಗ್ರಾಮ ಪಂಚಾಯಿತಿ ಮಾಜಿ ಅಧ್ಯಕ್ಷ ಮೈಲಾಂಡಹಳ್ಳಿ ಮುರಳಿ ಮುಂತಾದವರು ಇದ್ದರು. xyxy=(652,1008,814,1139)
footer-rule xyxy=(167,2220,1474,2227)
apmc-emblem-icon: ❁ xyxy=(181,1706,220,1745)
apmc-term: ಮೇಲ್ಕಂಡ ಅಂಗಡಿ/ಗೋದಾಮು ನೋಂದಣಿ ಶುಲ್ಕ ರೂ. 1,000=00 ಗಳನ್ನು ಪಾವತಿಸಿ ಮತ್ತು ಖಾಲಿ ಟೆಂಡರ್ ಫಾರಂ ಫೀ ರೂ: 500=00 ಪಾವತಿಸಿ ಅರ್ಜಿ ಪಡೆಯಲು ಕೊನೆ ದಿನಾಂಕ: 17.05.2025 ಮತ್ತು 2 ತಿಂಗಳ ಮುಂಗಡ ರೂ: 20,048=00 ಗಳ ಡಿ.ಡಿ/ನಗದು ರಸೀದಿಯೊಂದಿಗೆ ಭರ್ತಿಮಾಡಿ ಅರ್ಜಿ ನಮೂನೆಗಳನ್ನು ಸಲ್ಲಿಸುವ ಕೊನೆಯ ದಿ: 19.05.2025 ರಂದು ಸಂಜೆ 5.30 ರ ಒಳಗೆ. xyxy=(181,1924,637,1990)
bphase-headline: ಬಿ ಫೇಸ್ ವಿದ್ಯುತ್, ವಿದ್ಯುತ್ ವ್ಯತ್ಯಯ xyxy=(179,1177,323,1217)
apmc-intro: ಚಿಕ್ಕಬಳ್ಳಾಪುರ ಕೃಷಿ ಉತ್ಪನ್ನ ಮಾರುಕಟ್ಟೆ ಸಮಿತಿಯ ಪ್ರಾಂಗಣದಲ್ಲಿ ಕರ್ನಾಟಕ ಕೃಷಿ ಉತ್ಪನ್ನ ಮಾರುಕಟ್ಟೆ ವ್ಯವಹಾರ (ಮಾರುಕಟ್ಟೆ ಪ್ರಾಂಗಣದಲ್ಲಿ ಸ್ವತ್ತಿನ ಹಂಚಿಕೆ ನಿಯಂತ್ರಣ) ನಿಯಮಾವಳಿಗಳು 2004 ರ ನಿಯಮ (13) ರನ್ವಯ ಕೆಳಗೆ ಕಾಣಿಸಿದ ಮಳಿಗೆಯನ್ನು ಲೀವ್&ಲೈಸೆನ್ಸ್ ಫೀ ಆಧಾರದ ಮೇಲೆ ಪರವಾನಗಿ ಪಡೆದಿರುವ ಅರ್ಹ ಪೇಟೆ ಕಾರ್ಯಕರ್ತರುಗಳಿಂದ ಅರ್ಜಿಗಳನ್ನು ಆಹ್ವಾನಿಸಲಾಗಿದೆ. ವಿವರಗಳು ಈ ಕೆಳಗಿನಂತಿದೆ. xyxy=(181,1787,637,1853)
